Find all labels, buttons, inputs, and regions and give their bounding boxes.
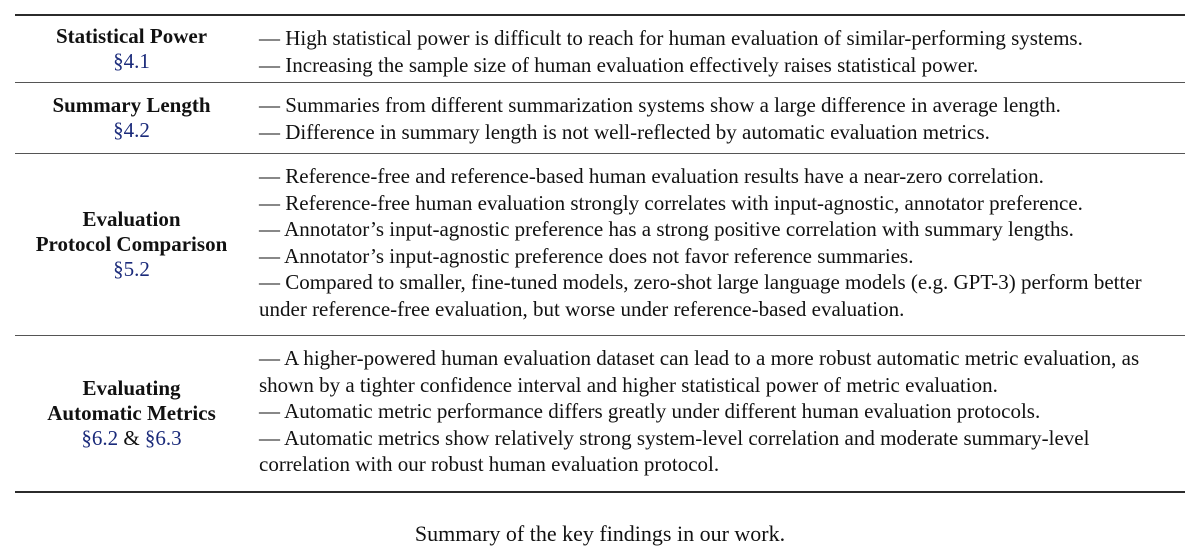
- section-ref: §4.1: [113, 49, 150, 73]
- table-row-evaluating-automatic-metrics: [15, 335, 1185, 491]
- topic-title: Statistical Power: [55, 24, 208, 48]
- table-row-statistical-power: [15, 16, 1185, 82]
- findings-cell: [248, 83, 1185, 153]
- finding-item: — A higher-powered human evaluation dataset can lead to a more robust automatic metric evaluation, as shown by a tighter confidence interval and higher statistical power of metric evaluation.: [259, 346, 1140, 397]
- section-ref: §6.2: [81, 426, 119, 450]
- findings-cell: [248, 154, 1185, 335]
- topic-title: Automatic Metrics: [47, 401, 216, 425]
- findings-table: [15, 14, 1185, 493]
- table-row-evaluation-protocol-comparison: [15, 153, 1185, 335]
- findings-cell: [248, 336, 1185, 491]
- finding-item: — Increasing the sample size of human evaluation effectively raises statistical power.: [259, 52, 979, 77]
- findings-cell: [248, 16, 1185, 82]
- ref-separator: &: [118, 426, 145, 450]
- section-ref: §4.2: [113, 118, 150, 142]
- section-ref-group: [81, 426, 181, 451]
- topic-title: Summary Length: [52, 93, 211, 117]
- topic-cell: [15, 83, 248, 153]
- finding-item: — Automatic metrics show relatively strong system-level correlation and moderate summary-level correlation with our robust human evaluation protocol.: [259, 425, 1090, 476]
- finding-item: — Difference in summary length is not well-reflected by automatic evaluation metrics.: [259, 119, 990, 144]
- topic-title: Protocol Comparison: [35, 232, 228, 256]
- topic-title: Evaluating: [82, 376, 181, 400]
- topic-cell: [15, 336, 248, 491]
- topic-cell: [15, 154, 248, 335]
- topic-title: Evaluation: [82, 207, 181, 231]
- finding-item: — Reference-free human evaluation strongly correlates with input-agnostic, annotator preference.: [259, 190, 1083, 215]
- finding-item: — Automatic metric performance differs greatly under different human evaluation protocols.: [259, 399, 1041, 423]
- finding-item: — Summaries from different summarization systems show a large difference in average length.: [259, 93, 1061, 117]
- finding-item: — High statistical power is difficult to reach for human evaluation of similar-performing systems.: [259, 26, 1083, 50]
- section-ref: §6.3: [144, 426, 182, 450]
- finding-item: — Annotator’s input-agnostic preference has a strong positive correlation with summary lengths.: [259, 217, 1074, 241]
- section-ref: §5.2: [113, 257, 150, 281]
- table-row-summary-length: [15, 82, 1185, 153]
- topic-cell: [15, 16, 248, 82]
- finding-item: — Compared to smaller, fine-tuned models, zero-shot large language models (e.g. GPT-3) perform better under reference-free evaluation, but worse under reference-based evaluation.: [259, 270, 1142, 321]
- table-caption: Summary of the key findings in our work.: [414, 521, 786, 546]
- finding-item: — Reference-free and reference-based human evaluation results have a near-zero correlation.: [259, 164, 1044, 188]
- finding-item: — Annotator’s input-agnostic preference does not favor reference summaries.: [259, 243, 914, 268]
